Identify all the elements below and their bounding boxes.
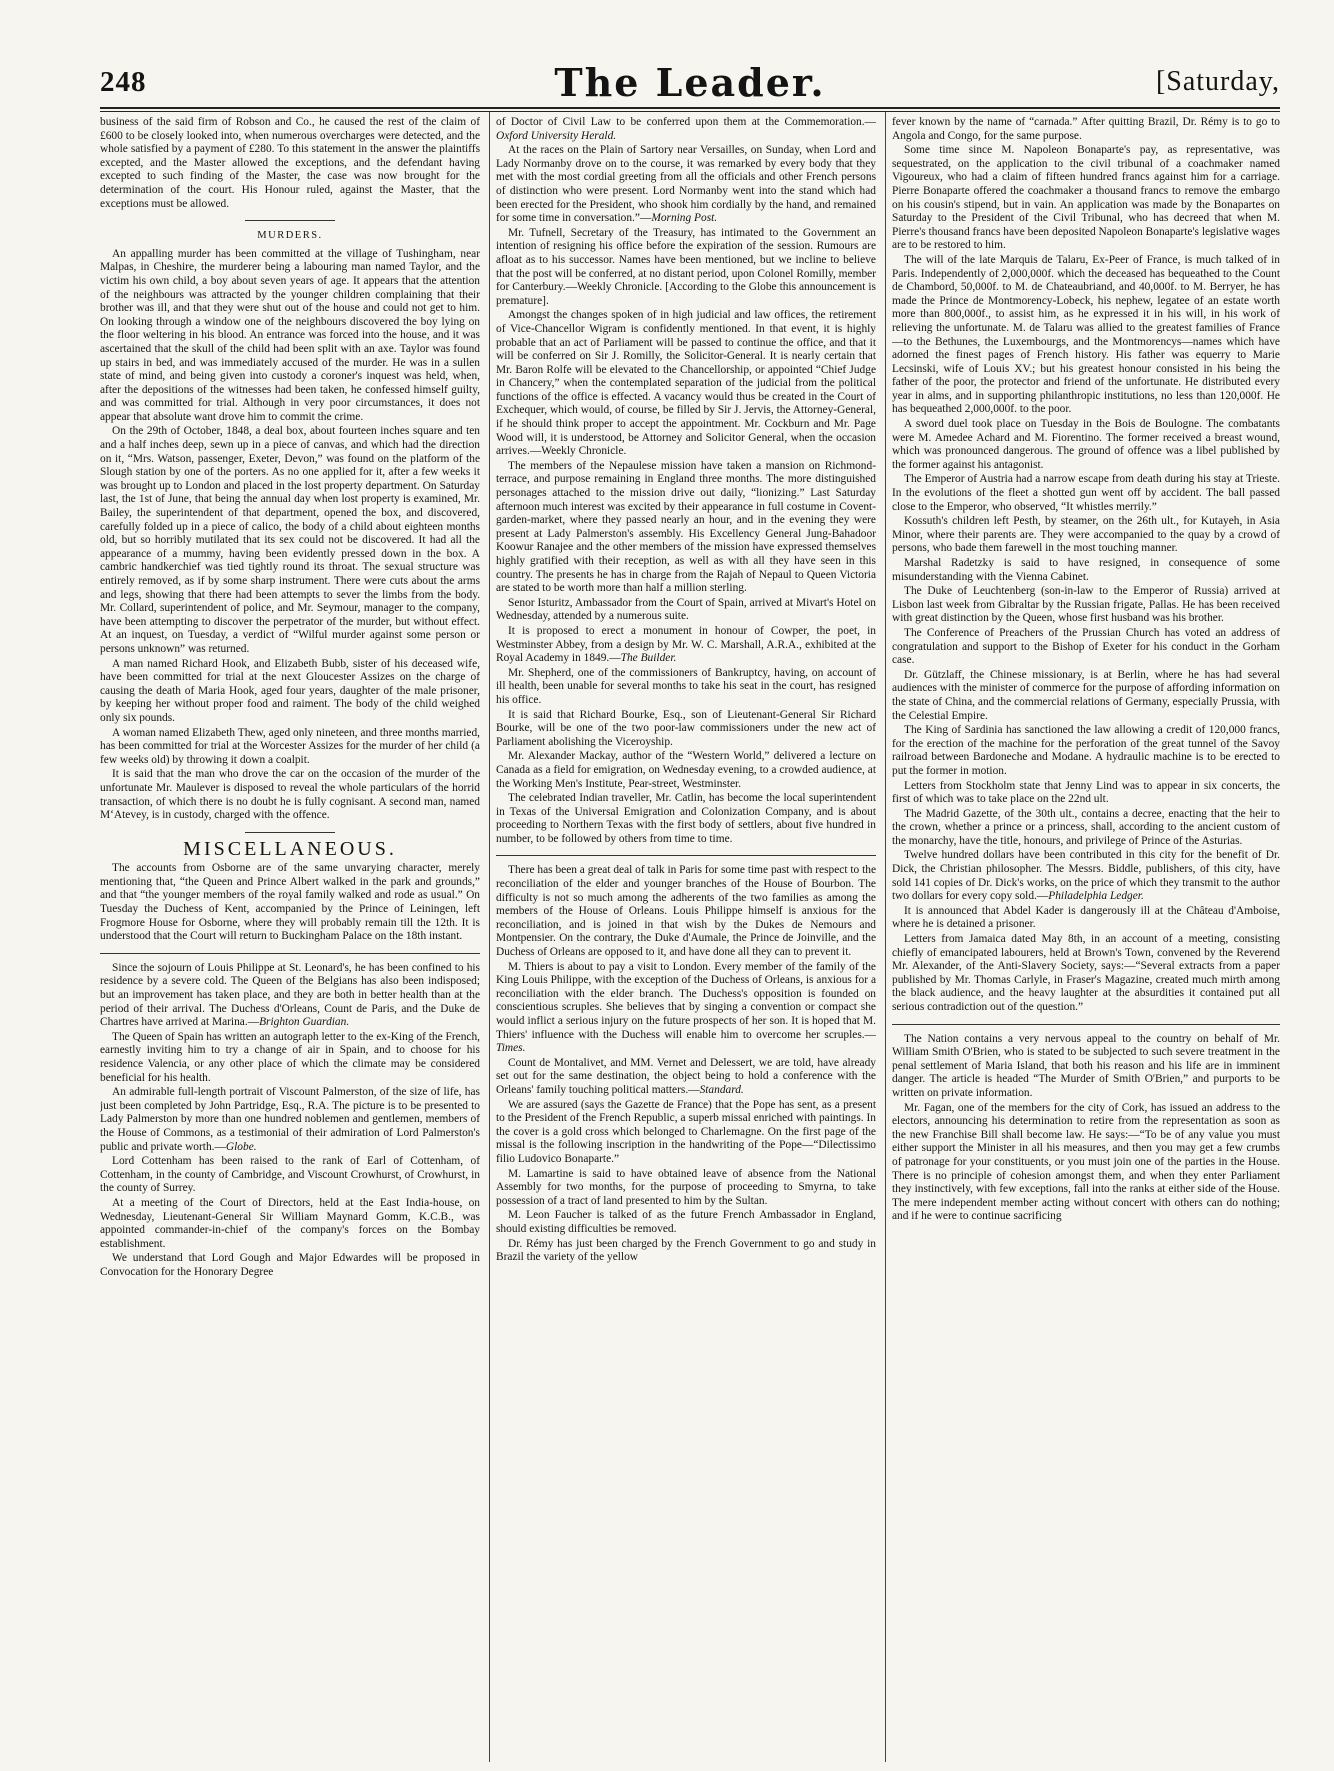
article-paragraph: [496, 961, 876, 1056]
article-paragraph: fever known by the name of “carnada.” After quitting Brazil, Dr. Rémy is to go to Angola and Congo, for the same purpose.: [892, 116, 1280, 142]
column-divider: [885, 112, 886, 1762]
article-rule: [100, 953, 480, 954]
article-paragraph: A man named Richard Hook, and Elizabeth Bubb, sister of his deceased wife, have been committed for trial at the next Gloucester Assizes on the charge of causing the death of Maria Hook, aged four years, daughter of the male prisoner, by keeping her without proper food and raiment. The body of the child weighed only six pounds.: [100, 657, 480, 724]
article-paragraph: Letters from Stockholm state that Jenny Lind was to appear in six concerts, the first of which was to take place on the 22nd ult.: [892, 779, 1280, 806]
article-paragraph: The Queen of Spain has written an autograph letter to the ex-King of the French, earnestly inviting him to try a change of air in Spain, and to choose for his residence Valencia, or any other place of which the climate may be considered beneficial for his health.: [100, 1030, 480, 1084]
article-text: of Doctor of Civil Law to be conferred upon them at the Commemoration.—: [496, 116, 876, 128]
article-paragraph: We understand that Lord Gough and Major Edwardes will be proposed in Convocation for the Honorary Degree: [100, 1252, 480, 1278]
article-paragraph: The will of the late Marquis de Talaru, Ex-Peer of France, is much talked of in Paris. Independently of 2,000,000f. which the deceased has bequeathed to the Count de Chambord, 50,000f. to M. de Chateaubriand, and 40,000f. to M. Berryer, he has made the Prince de Montmorency-Lobeck, his nephew, legatee of an estate worth more than 800,000f., to assist him, as he expressed it in his will, in his work of relieving the unfortunate. M. de Talaru was allied to the greatest families of France—to the Bethunes, the Luxembourgs, and the Montmorencys—names which have adorned the finest pages of French history. His father was equerry to Marie Lecsinski, wife of Louis XV.; but his greatest honour consisted in his being the father of the poor, the protector and friend of the unfortunate. He distributed every year in alms, and in supporting philanthropic institutions, no less than 120,000f. He has bequeathed 2,000,000f. to the poor.: [892, 253, 1280, 416]
article-paragraph: The Emperor of Austria had a narrow escape from death during his stay at Trieste. In the evolutions of the fleet a shotted gun went off by accident. The ball passed close to the Emperor, who observed, “It whistles merrily.”: [892, 473, 1280, 513]
section-heading-miscellaneous: MISCELLANEOUS.: [183, 837, 397, 860]
article-text: Since the sojourn of Louis Philippe at St. Leonard's, he has been confined to his residence by a severe cold. The Queen of the Belgians has also been indisposed; but an improvement has taken place, and they are both in better health than at the period of their arrival. The Duchess d'Orleans, Count de Paris, and the Duke de Chartres have arrived at Marina.—: [100, 961, 480, 1029]
source-citation: Oxford University Herald.: [496, 129, 617, 142]
article-paragraph: M. Leon Faucher is talked of as the future French Ambassador in England, should existing difficulties be removed.: [496, 1209, 876, 1235]
source-citation: Philadelphia Ledger.: [1048, 890, 1144, 903]
article-rule: [496, 855, 876, 856]
article-paragraph: [100, 1086, 480, 1154]
article-paragraph: The Conference of Preachers of the Prussian Church has voted an address of congratulation and support to the Bishop of Exeter for his conduct in the Gorham case.: [892, 626, 1280, 667]
article-paragraph: A sword duel took place on Tuesday in the Bois de Boulogne. The combatants were M. Amedee Achard and M. Fiorentino. The former received a breast wound, which was pronounced dangerous. The ground of offence was a libel published by the former against his antagonist.: [892, 418, 1280, 471]
article-paragraph: Mr. Shepherd, one of the commissioners of Bankruptcy, having, on account of ill health, been unable for several months to take his seat in the court, has resigned his office.: [496, 666, 876, 706]
article-paragraph: A woman named Elizabeth Thew, aged only nineteen, and three months married, has been committed for trial at the Worcester Assizes for the murder of her child (a few weeks old) by throwing it down a coalpit.: [100, 726, 480, 766]
article-paragraph: Mr. Fagan, one of the members for the city of Cork, has issued an address to the electors, announcing his determination to retire from the representation as soon as the new Franchise Bill shall become law. He says:—“To be of any value you must either support the Minister in all his measures, and then you may get a few crumbs of patronage for your constituents, or you must join one of the parties in the House. There is no principle of cohesion amongst them, and when they enter Parliament they instinctively, with few exceptions, fall into the ranks at either side of the House. The mere independent member acting without concert with others can do nothing; and if he were to continue sacrificing: [892, 1101, 1280, 1223]
column-3: [892, 116, 1280, 1761]
article-paragraph: Dr. Rémy has just been charged by the French Government to go and study in Brazil the variety of the yellow: [496, 1237, 876, 1264]
masthead: [100, 60, 1280, 108]
article-paragraph: [496, 1057, 876, 1098]
column-divider: [489, 112, 490, 1762]
source-citation: Brighton Guardian.: [259, 1016, 350, 1029]
page-number: 248: [100, 66, 147, 98]
section-heading-murders: MURDERS.: [257, 230, 323, 242]
article-paragraph: The celebrated Indian traveller, Mr. Catlin, has become the local superintendent in Texas of the Universal Emigration and Colonization Company, and is about proceeding to Northern Texas with the first body of settlers, about five hundred in number, to be followed by others from time to time.: [496, 792, 876, 845]
newspaper-title: The Leader.: [554, 60, 826, 105]
article-paragraph: There has been a great deal of talk in Paris for some time past with respect to the reconciliation of the elder and younger branches of the House of Bourbon. The difficulty is not so much among the adherents of the two families as among the members of the House of Orleans. Louis Philippe himself is anxious for the reconciliation, and is joined in that wish by the Dukes de Nemours and Montpensier. On the contrary, the Duke d'Aumale, the Prince de Joinville, and the Duchess of Orleans are opposed to it, and have done all they can to prevent it.: [496, 864, 876, 959]
source-citation: Times.: [496, 1042, 526, 1055]
article-paragraph: The members of the Nepaulese mission have taken a mansion on Richmond-terrace, and purpose remaining in England three months. The more distinguished personages attached to the mission drive out daily, “lionizing.” Last Saturday afternoon much interest was excited by their appearance in full costume in Covent-garden-market, where they passed nearly an hour, and in the evening they were present at Lady Palmerston's assembly. His Excellency General Jung-Bahadoor Koowur Ranajee and the other members of the mission have expressed themselves highly gratified with their reception, as well as with all they have seen in this country. The presents he has in charge from the Rajah of Nepaul to Queen Victoria are stated to be worth more than half a million sterling.: [496, 459, 876, 595]
column-2: [496, 116, 876, 1761]
source-citation: The Builder.: [620, 652, 677, 665]
article-paragraph: It is announced that Abdel Kader is dangerously ill at the Château d'Amboise, where he is detained a prisoner.: [892, 904, 1280, 931]
article-paragraph: It is said that the man who drove the car on the occasion of the murder of the unfortunate Mr. Maulever is disposed to reveal the whole particulars of the horrid transaction, of which there is no doubt he is fully cognisant. A second man, named M‘Atevey, is in custody, charged with the offence.: [100, 768, 480, 822]
section-rule: [245, 220, 335, 221]
article-paragraph: On the 29th of October, 1848, a deal box, about fourteen inches square and ten and a half inches deep, sewn up in a piece of canvas, and which had the direction on it, “Mrs. Watson, passenger, Exeter, Devon,” was found on the platform of the Slough station by one of the porters. As no one applied for it, after a few weeks it was brought up to London and placed in the lost property department. On Saturday last, the 1st of June, that being the annual day when lost property is examined, Mr. Bailey, the superintendent of that department, opened the box, and discovered, carefully folded up in a piece of calico, the body of a child about eighteen months old, but so horribly mutilated that its sex could not be discovered. It had all the appearance of a mummy, having been evidently pressed down in the box. A cambric handkerchief was tied tightly round its throat. The sexual structure was entirely removed, as if by some sharp instrument. There were cuts about the arms and legs, showing that there had been attempts to sever the limbs from the body. Mr. Collard, superintendent of police, and Mr. Seymour, manager to the company, have been attempting to discover the perpetrator of the murder, but without effect. At an inquest, on Tuesday, a verdict of “Wilful murder against some person or persons unknown” was returned.: [100, 425, 480, 655]
article-text: It is proposed to erect a monument in honour of Cowper, the poet, in Westminster Abbey, from a design by Mr. W. C. Marshall, A.R.A., exhibited at the Royal Academy in 1849.—: [496, 624, 876, 665]
article-paragraph: We are assured (says the Gazette de France) that the Pope has sent, as a present to the President of the French Republic, a superb missal enriched with paintings. In the cover is a gold cross which belonged to Charlemagne. On the first page of the missal is the following inscription in the handwriting of the Pope—“Dilectissimo filio Ludovico Bonaparte.”: [496, 1098, 876, 1165]
article-paragraph: M. Lamartine is said to have obtained leave of absence from the National Assembly for two months, for the purpose of proceeding to Smyrna, to take possession of a tract of land presented to him by the Sultan.: [496, 1167, 876, 1207]
article-paragraph: Senor Isturitz, Ambassador from the Court of Spain, arrived at Mivart's Hotel on Wednesday, attended by a numerous suite.: [496, 596, 876, 623]
article-text: An admirable full-length portrait of Viscount Palmerston, of the size of life, has just been completed by John Partridge, Esq., R.A. The picture is to be presented to Lady Palmerston by more than one hundred noblemen and gentlemen, members of the House of Commons, as a testimonial of their admiration of Lord Palmerston's public and private worth.—: [100, 1086, 480, 1153]
article-text: Twelve hundred dollars have been contributed in this city for the benefit of Dr. Dick, the Christian philosopher. The Messrs. Biddle, publishers, of this city, have sold 141 copies of Dr. Dick's works, on the price of which they transmit to the author two dollars for every copy sold.—: [892, 849, 1280, 903]
article-paragraph: An appalling murder has been committed at the village of Tushingham, near Malpas, in Cheshire, the murderer being a labouring man named Taylor, and the victim his own child, a boy about seven years of age. It appears that the attention of the neighbours was attracted by the younger children complaining that their brother was ill, and that they were shut out of the house and could not get to him. On looking through a window one of the neighbours discovered the boy lying on the floor weltering in his blood. An entrance was forced into the house, and it was ascertained that the skull of the child had been split with an axe. Taylor was found up stairs in bed, and was immediately accused of the murder. He was in a sullen state of mind, and being given into custody a coroner's inquest was held, when, after the depositions of the witnesses had been taken, he confessed himself guilty, and was committed for trial. Although in very poor circumstances, it does not appear that absolute want drove him to commit the crime.: [100, 247, 480, 423]
article-paragraph: Marshal Radetzky is said to have resigned, in consequence of some misunderstanding with the Vienna Cabinet.: [892, 557, 1280, 583]
article-paragraph: [100, 962, 480, 1030]
article-paragraph: [892, 849, 1280, 903]
article-paragraph: The King of Sardinia has sanctioned the law allowing a credit of 120,000 francs, for the erection of the machine for the perforation of the great tunnel of the Savoy railroad between Bardoneche and Modane. A hydraulic machine is to be erected to put the former in motion.: [892, 724, 1280, 777]
article-paragraph: The Nation contains a very nervous appeal to the country on behalf of Mr. William Smith O'Brien, who is stated to be subjected to such severe treatment in the penal settlement of Maria Island, that both his reason and his life are in imminent danger. The article is headed “The Murder of Smith O'Brien,” and purports to be written on private information.: [892, 1032, 1280, 1099]
header-rule: [100, 107, 1280, 112]
article-paragraph: It is said that Richard Bourke, Esq., son of Lieutenant-General Sir Richard Bourke, will be one of the two poor-law commissioners under the new act of Parliament abolishing the Viceroyship.: [496, 708, 876, 748]
article-paragraph: The Madrid Gazette, of the 30th ult., contains a decree, enacting that the heir to the crown, whether a prince or a princess, shall, according to the ancient custom of the monarchy, have the title, honours, and privilege of Prince of the Asturias.: [892, 807, 1280, 847]
article-paragraph: Kossuth's children left Pesth, by steamer, on the 26th ult., for Kutayeh, in Asia Minor, where their parents are. They were accompanied to the quay by a crowd of persons, who bade them farewell in the most touching manner.: [892, 515, 1280, 555]
article-paragraph: Letters from Jamaica dated May 8th, in an account of a meeting, consisting chiefly of emancipated labourers, held at Brown's Town, convened by the Reverend Mr. Alexander, of the Anti-Slavery Society, says:—“Several extracts from a paper published by Mr. Thomas Carlyle, in Fraser's Magazine, created much mirth among the black audience, and the heavy laughter at the absurdities it contained put all serious contradiction out of the question.”: [892, 933, 1280, 1013]
article-paragraph: Mr. Tufnell, Secretary of the Treasury, has intimated to the Government an intention of resigning his office before the expiration of the session. Rumours are afloat as to his successor. Names have been mentioned, but we incline to believe that the post will be conferred, at no distant period, upon Colonel Romilly, member for Canterbury.—Weekly Chronicle. [According to the Globe this announcement is premature].: [496, 226, 876, 307]
article-paragraph: business of the said firm of Robson and Co., he caused the rest of the claim of £600 to be closely looked into, when numerous overcharges were detected, and the whole satisfied by a payment of £280. To this statement in the answer the plaintiffs excepted, and the Master allowed the exceptions, and the defendant having excepted to such finding of the Master, the case was now brought for the determination of the court. His Honour ruled, against the Master, that the exceptions must be allowed.: [100, 116, 480, 210]
article-paragraph: The accounts from Osborne are of the same unvarying character, merely mentioning that, “the Queen and Prince Albert walked in the park and grounds,” and that “the younger members of the royal family walked and rode as usual.” On Tuesday the Duchess of Kent, accompanied by the Prince of Leiningen, left Frogmore House for Osborne, where they will probably remain till the 12th. It is understood that the Court will return to Buckingham Palace on the 18th instant.: [100, 862, 480, 943]
article-paragraph: [496, 625, 876, 666]
article-rule: [892, 1024, 1280, 1025]
column-1: [100, 116, 480, 1761]
article-paragraph: Mr. Alexander Mackay, author of the “Western World,” delivered a lecture on Canada as a field for emigration, on Wednesday evening, to a crowded audience, at the Working Men's Institute, Pear-street, Westminster.: [496, 750, 876, 790]
article-paragraph: [496, 116, 876, 143]
article-paragraph: Dr. Gützlaff, the Chinese missionary, is at Berlin, where he has had several audiences with the minister of commerce for the purpose of affording information on the state of China, and the commercial relations of Germany, especially Prussia, with the Celestial Empire.: [892, 668, 1280, 722]
source-citation: Globe.: [225, 1140, 257, 1153]
issue-day: [Saturday,: [1155, 66, 1280, 97]
article-paragraph: Lord Cottenham has been raised to the rank of Earl of Cottenham, of Cottenham, in the county of Cambridge, and Viscount Crowhurst, of Crowhurst, in the county of Surrey.: [100, 1155, 480, 1195]
article-text: M. Thiers is about to pay a visit to London. Every member of the family of the King Louis Philippe, with the exception of the Duchess of Orleans, is anxious for a reconciliation with the elder branch. The Duchess's opposition is founded on conscientious scruples. She believes that by singing a convention or compact she would inflict a serious injury on the future prospects of her son. It is hoped that M. Thiers' influence with the Duchess will enable him to overcome her scruples.—: [496, 960, 876, 1041]
source-citation: Standard.: [699, 1083, 744, 1096]
article-text: Count de Montalivet, and MM. Vernet and Delessert, we are told, have already set out for the same destination, the object being to hold a conference with the Orleans' family touching political matters.—: [496, 1056, 876, 1096]
article-text: At the races on the Plain of Sartory near Versailles, on Sunday, when Lord and Lady Normanby drove on to the course, it was remarked by every body that they met with the most cordial greeting from all the officials and other French persons of distinction who were present. Lord Normanby went into the stand which had been erected for the President, who shook him cordially by the hand, and remained for some time in conversation.”—: [496, 144, 876, 225]
article-paragraph: [496, 144, 876, 226]
section-rule: [245, 832, 335, 833]
source-citation: Morning Post.: [651, 212, 718, 225]
article-paragraph: Amongst the changes spoken of in high judicial and law offices, the retirement of Vice-Chancellor Wigram is confidently mentioned. In that event, it is highly probable that an act of Parliament will be passed to continue the office, and that it will be conferred on Sir J. Romilly, the Solicitor-General. It is nearly certain that Mr. Baron Rolfe will be elevated to the Chancellorship, or appointed “Chief Judge in Chancery,” when the contemplated separation of the judicial from the political functions of the office is effected. A vacancy would thus be created in the Court of Exchequer, which would, of course, be filled by Sir J. Jervis, the Attorney-General, if he should think proper to accept the appointment. Mr. Cockburn and Mr. Page Wood will, it is understood, be Attorney and Solicitor General, when the occasion arrives.—Weekly Chronicle.: [496, 309, 876, 458]
article-paragraph: The Duke of Leuchtenberg (son-in-law to the Emperor of Russia) arrived at Lisbon last week from Gibraltar by the Russian frigate, Pallas. He has been received with great distinction by the Queen, whose first husband was his brother.: [892, 585, 1280, 625]
article-paragraph: At a meeting of the Court of Directors, held at the East India-house, on Wednesday, Lieutenant-General Sir William Maynard Gomm, K.C.B., was appointed commander-in-chief of the company's forces on the Bombay establishment.: [100, 1196, 480, 1250]
article-paragraph: Some time since M. Napoleon Bonaparte's pay, as representative, was sequestrated, on the application to the civil tribunal of a coachmaker named Vigoureux, who had a claim of fifteen hundred francs against him for a carriage. Pierre Bonaparte offered the coachmaker a thousand francs to remove the embargo on his cousin's stipend, but in vain. An application was made by the Bonapartes on Saturday to the President of the Civil Tribunal, who has decreed that when M. Pierre's thousand francs have been deposited Napoleon Bonaparte's legislative wages are to be restored to him.: [892, 144, 1280, 252]
